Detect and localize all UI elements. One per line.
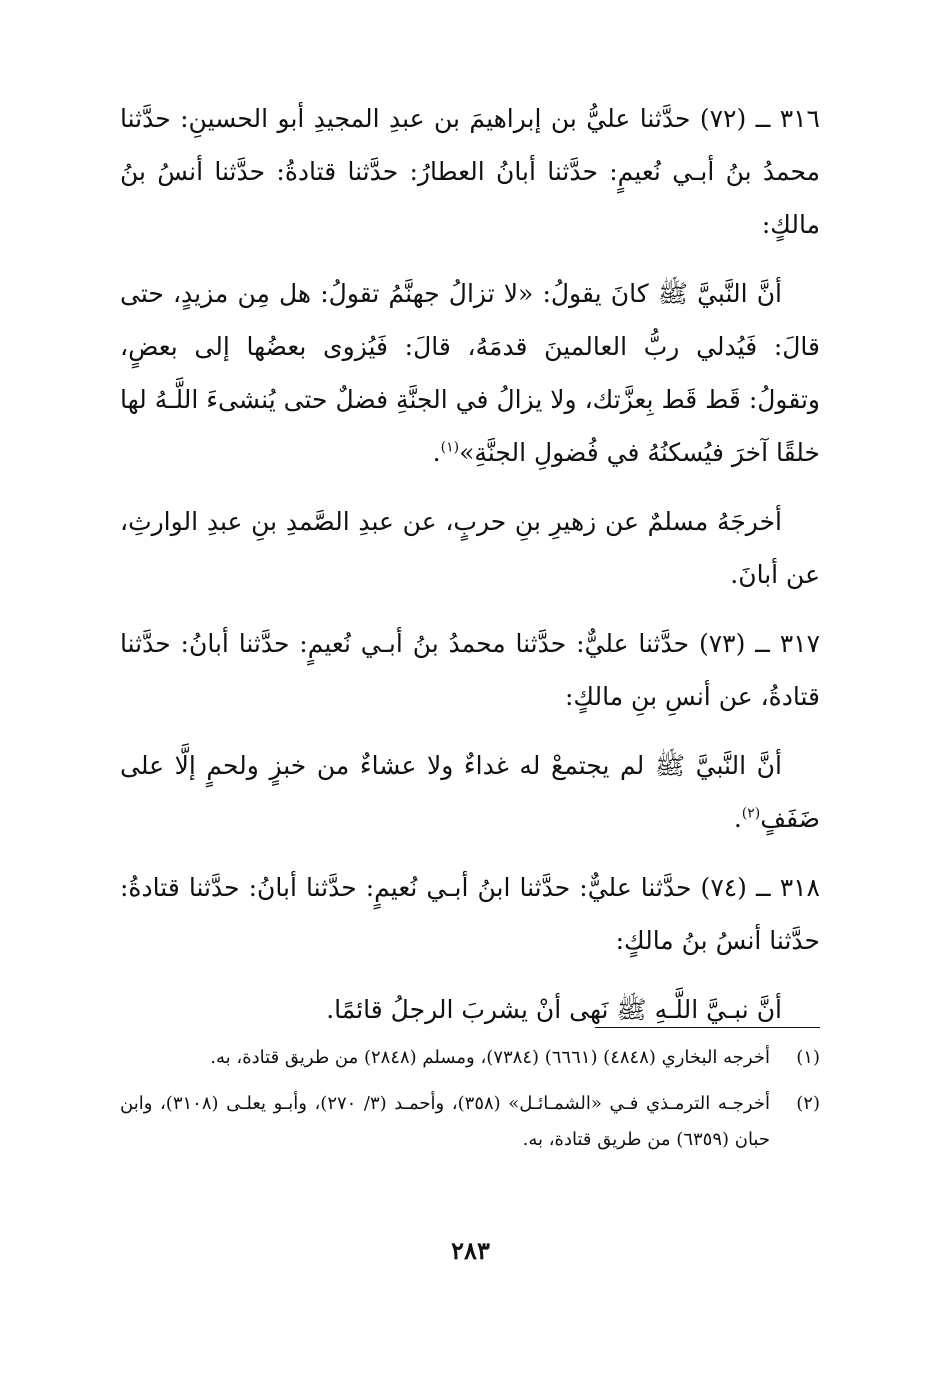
hadith-316-body: أنَّ النَّبيَّ ﷺ كانَ يقولُ: «لا تزالُ جهنَّمُ تقولُ: هل مِن مزيدٍ، حتى قالَ: فَيُدلي ربُّ العالمينَ قدمَهُ، قالَ: فَيُزوى بعضُها إلى بعضٍ، وتقولُ: قَط قَط بِعزَّتك، ولا يزالُ في الجنَّةِ فضلٌ حتى يُنشىءَ اللَّـهُ لها خلقًا آخرَ فيُسكنُهُ في فُضولِ الجنَّةِ» xyxy=(120,279,820,467)
takhrij-316: أخرجَهُ مسلمٌ عن زهيرِ بنِ حربٍ، عن عبدِ الصَّمدِ بنِ عبدِ الوارثِ، عن أبانَ. xyxy=(120,507,820,589)
hadith-317-text xyxy=(120,739,820,845)
footnote-1 xyxy=(120,1040,820,1076)
footnotes xyxy=(120,1040,820,1168)
hadith-316-text xyxy=(120,267,820,479)
main-text xyxy=(120,92,820,1036)
footnote-1-number: (١) xyxy=(796,1047,820,1068)
footnote-2-number: (٢) xyxy=(796,1093,820,1114)
hadith-316-end: . xyxy=(432,438,441,467)
page-number: ٢٨٣ xyxy=(451,1236,490,1265)
footnote-divider xyxy=(595,1027,820,1028)
footnote-1-text: أخرجه البخاري (٤٨٤٨) (٦٦٦١) (٧٣٨٤)، ومسلم (٢٨٤٨) من طريق قتادة، به. xyxy=(210,1047,770,1068)
isnad-317: ٣١٧ ــ (٧٣) حدَّثنا عليٌّ: حدَّثنا محمدُ بنُ أبـي نُعيمٍ: حدَّثنا أبانُ: حدَّثنا قتادةُ، عن أنسِ بنِ مالكٍ: xyxy=(120,629,821,711)
isnad-318: ٣١٨ ــ (٧٤) حدَّثنا عليٌّ: حدَّثنا ابنُ أبـي نُعيمٍ: حدَّثنا أبانُ: حدَّثنا قتادةُ: حدَّثنا أنسُ بنُ مالكٍ: xyxy=(120,873,820,955)
footnote-2-text: أخرجـه الترمـذي فـي «الشمـائـل» (٣٥٨)، وأحمـد (٣/ ٢٧٠)، وأبـو يعلـى (٣١٠٨)، وابن حبان (٦٣٥٩) من طريق قتادة، به. xyxy=(120,1093,770,1150)
hadith-317-body: أنَّ النَّبيَّ ﷺ لم يجتمعْ له غداءٌ ولا عشاءٌ من خبزٍ ولحمٍ إلَّا على ضَفَفٍ xyxy=(120,751,820,833)
isnad-316: ٣١٦ ــ (٧٢) حدَّثنا عليُّ بن إبراهيمَ بن عبدِ المجيدِ أبو الحسينِ: حدَّثنا محمدُ بنُ أبـي نُعيمٍ: حدَّثنا أبانُ العطارُ: حدَّثنا قتادةُ: حدَّثنا أنسُ بنُ مالكٍ: xyxy=(120,104,820,239)
footnote-ref-2[interactable]: (٢) xyxy=(741,805,761,822)
footnote-2 xyxy=(120,1086,820,1158)
footnote-ref-1[interactable]: (١) xyxy=(440,439,460,456)
hadith-318-text: أنَّ نبـيَّ اللَّـهِ ﷺ نَهى أنْ يشربَ الرجلُ قائمًا. xyxy=(326,995,782,1024)
hadith-317-end: . xyxy=(733,804,742,833)
